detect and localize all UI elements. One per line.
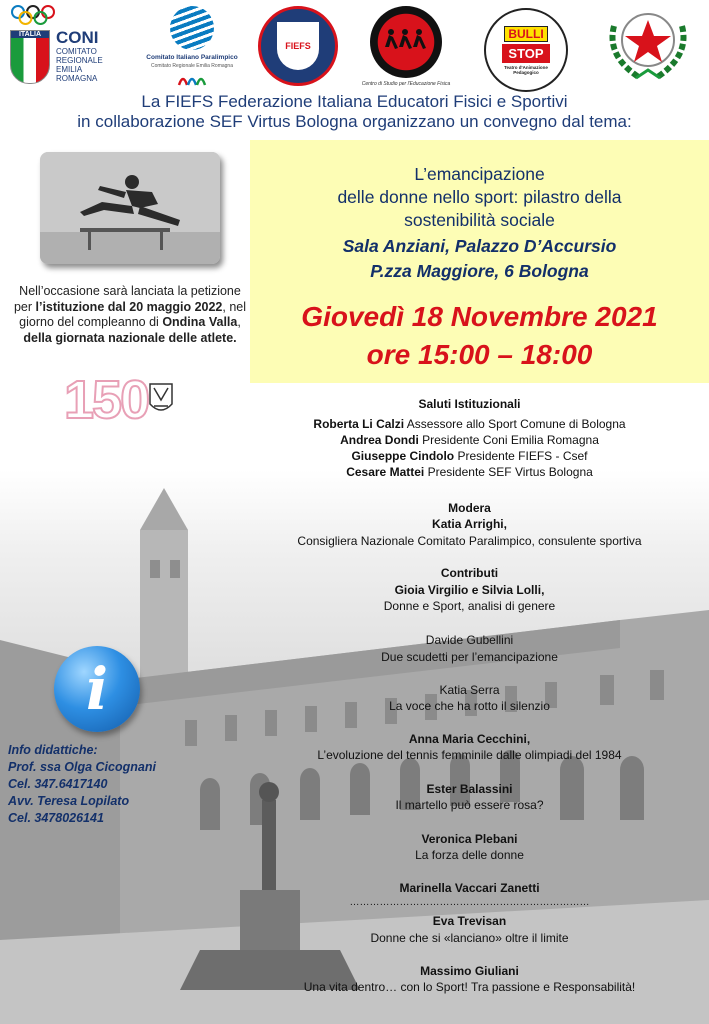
petition-date: l’istituzione dal 20 maggio 2022 xyxy=(35,299,223,314)
talk-title: ……………………………………………………………… xyxy=(349,897,590,908)
paralimpico-logo xyxy=(142,4,242,90)
event-title-line-3: sostenibilità sociale xyxy=(404,210,555,230)
person-name: Cesare Mattei xyxy=(346,465,425,479)
speaker-name: Gioia Virgilio e Silvia Lolli, xyxy=(394,583,545,597)
petition-text-part: , xyxy=(237,315,241,329)
heading-line-1: La FIEFS Federazione Italiana Educatori Fisici e Sportivi xyxy=(141,92,568,111)
paralympic-icon xyxy=(177,71,207,89)
info-contacts xyxy=(8,742,156,827)
talk-title: La voce che ha rotto il silenzio xyxy=(389,699,550,713)
speaker-name: Marinella Vaccari Zanetti xyxy=(399,881,540,895)
bullismo-line1: BULLI xyxy=(504,26,547,42)
info-line: Cel. 3478026141 xyxy=(8,811,104,825)
fiefs-emblem-icon xyxy=(258,6,338,86)
person-role: Presidente Coni Emilia Romagna xyxy=(418,433,599,447)
talk-title: Donne che si «lanciano» oltre il limite xyxy=(370,931,569,945)
speaker-name: Anna Maria Cecchini, xyxy=(408,732,531,746)
talk-title: Una vita dentro… con lo Sport! Tra passione e Responsabilità! xyxy=(303,980,636,994)
coni-logo xyxy=(6,4,124,84)
info-line: Info didattiche: xyxy=(8,743,98,757)
fiefs-center: FIEFS xyxy=(277,22,319,70)
speaker-name: Massimo Giuliani xyxy=(420,964,519,978)
petition-text-part: , nel giorno del compleanno di xyxy=(19,299,247,329)
talk-title: La forza delle donne xyxy=(415,848,524,862)
saluti-person xyxy=(230,448,709,464)
speaker-name: Eva Trevisan xyxy=(432,914,507,928)
speaker-name: Katia Serra xyxy=(439,683,500,697)
paralympic-globe-icon xyxy=(170,6,214,50)
event-title-line-2: delle donne nello sport: pilastro della xyxy=(337,187,622,207)
event-time: ore 15:00 – 18:00 xyxy=(366,339,593,370)
person-role: Assessore allo Sport Comune di Bologna xyxy=(404,417,626,431)
person-role: Presidente FIEFS - Csef xyxy=(454,449,588,463)
talk-title: Il martello può essere rosa? xyxy=(395,798,544,812)
coni-shield-text: ITALIA xyxy=(11,31,49,38)
coni-subtitle xyxy=(56,47,124,83)
saluti-person xyxy=(230,432,709,448)
info-line: Cel. 347.6417140 xyxy=(8,777,108,791)
person-name: Roberta Li Calzi xyxy=(313,417,405,431)
saluti-title: Saluti Istituzionali xyxy=(418,397,521,411)
speaker-name: Veronica Plebani xyxy=(421,832,518,846)
star-wreath-icon xyxy=(600,6,696,86)
coni-name: CONI xyxy=(56,28,99,47)
info-line: Avv. Teresa Lopilato xyxy=(8,794,130,808)
speaker-name: Davide Gubellini xyxy=(425,633,514,647)
paralimpico-name: Comitato Italiano Paralimpico xyxy=(146,54,238,61)
contributi-title: Contributi xyxy=(440,566,499,580)
modera-role: Consigliera Nazionale Comitato Paralimpico, consulente sportiva xyxy=(297,534,642,548)
saluti-list xyxy=(230,416,709,480)
runners-figures xyxy=(381,27,431,57)
coni-sub-line: EMILIA ROMAGNA xyxy=(56,65,98,83)
person-name: Andrea Dondi xyxy=(340,433,419,447)
petition-text-part: Nell’occasione sarà lanciata la petizione per xyxy=(13,284,241,314)
coni-sub-line: REGIONALE xyxy=(56,56,103,65)
bullismo-sub: Teatro d'Animazione Pedagogico xyxy=(504,64,548,75)
modera-name: Katia Arrighi, xyxy=(432,517,507,531)
person-role: Presidente SEF Virtus Bologna xyxy=(424,465,593,479)
virtus-150-logo xyxy=(64,370,180,430)
event-date: Giovedì 18 Novembre 2021 xyxy=(301,301,658,332)
person-name: Giuseppe Cindolo xyxy=(351,449,455,463)
athlete-photo xyxy=(40,152,220,264)
logo-150-number: 150 xyxy=(64,370,149,430)
coni-sub-line: COMITATO xyxy=(56,47,97,56)
event-venue-line-1: Sala Anziani, Palazzo D’Accursio xyxy=(342,236,617,256)
petition-day-name: della giornata nazionale delle atlete. xyxy=(23,330,237,345)
virtus-shield-icon xyxy=(148,382,174,416)
talk-title: Due scudetti per l’emancipazione xyxy=(381,650,558,664)
heading-line-2: in collaborazione SEF Virtus Bologna organizzano un convegno dal tema: xyxy=(77,112,632,131)
runners-icon xyxy=(370,6,442,78)
shield-icon xyxy=(10,30,50,84)
saluti-person xyxy=(230,464,709,480)
petition-text xyxy=(10,284,250,346)
talk-title: Donne e Sport, analisi di genere xyxy=(383,599,556,613)
modera-title: Modera xyxy=(448,501,491,515)
info-line: Prof. ssa Olga Cicognani xyxy=(8,760,156,774)
speaker-name: Ester Balassini xyxy=(426,782,513,796)
stop-sign-icon xyxy=(484,8,568,92)
event-title-line-1: L’emancipazione xyxy=(414,164,545,184)
paralimpico-sub: Comitato Regionale Emilia Romagna xyxy=(151,63,233,69)
olympic-rings-icon xyxy=(10,4,56,26)
petition-athlete-name: Ondina Valla xyxy=(162,315,238,329)
saluti-person xyxy=(230,416,709,432)
event-venue-line-2: P.zza Maggiore, 6 Bologna xyxy=(370,261,589,281)
info-icon: i xyxy=(54,646,140,732)
talk-title: L’evoluzione del tennis femminile dalle olimpiadi del 1984 xyxy=(317,748,622,762)
bullismo-line2: STOP xyxy=(502,44,549,63)
runners-caption: Centro di Studio per l'Educazione Fisica xyxy=(361,81,451,87)
